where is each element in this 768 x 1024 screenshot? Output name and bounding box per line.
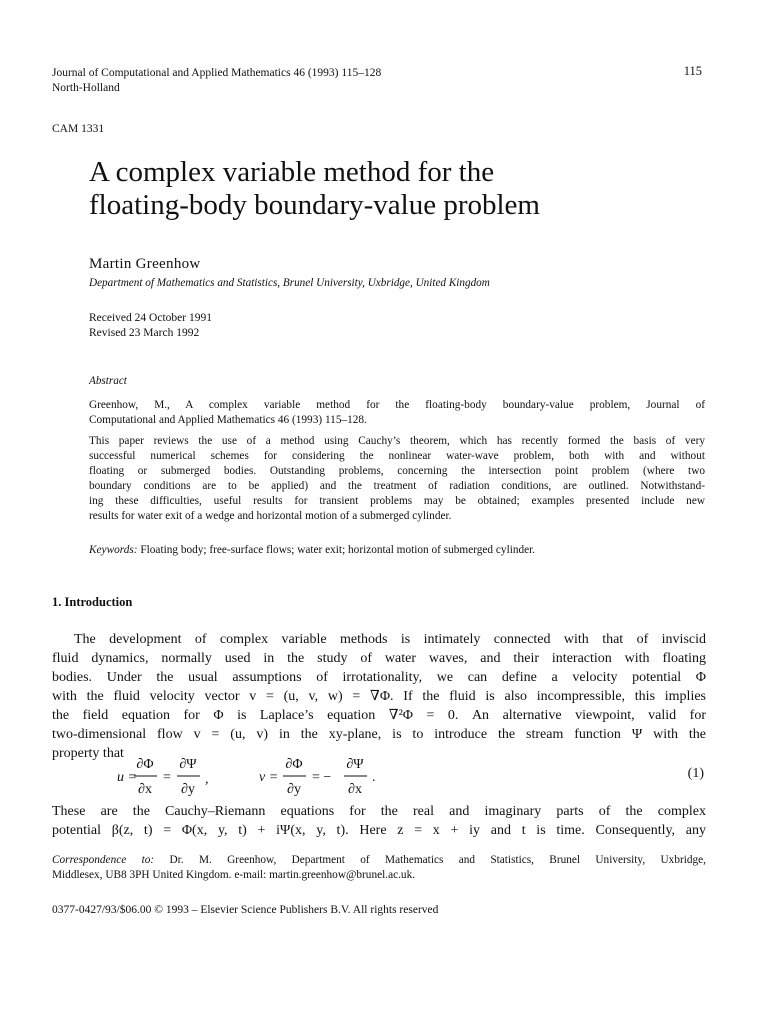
title-line: floating-body boundary-value problem [89,189,540,221]
abstract-line: ing these difficulties, useful results for transient problems may be obtained; examples presented include new [89,495,705,507]
copyright-footer: 0377-0427/93/$06.00 © 1993 – Elsevier Science Publishers B.V. All rights reserved [52,904,439,916]
correspondence-line: Middlesex, UB8 3PH United Kingdom. e-mail: martin.greenhow@brunel.ac.uk. [52,869,416,881]
abstract-citation [89,398,705,428]
citation-line: Computational and Applied Mathematics 46 (1993) 115–128. [89,414,367,426]
body-line: bodies. Under the usual assumptions of irrotationality, we can define a velocity potential Φ [52,670,706,685]
journal-citation: Journal of Computational and Applied Mathematics 46 (1993) 115–128 [52,67,382,79]
received-date: Received 24 October 1991 [89,312,212,324]
eq-den: ∂x [138,782,152,797]
keywords-text: Floating body; free-surface flows; water exit; horizontal motion of submerged cylinder. [140,544,536,556]
eq-lhs-u: u = [117,770,137,785]
abstract-line: This paper reviews the use of a method using Cauchy’s theorem, which has recently formed the basis of very [89,435,705,447]
eq-den: ∂x [348,782,362,797]
journal-header [52,66,381,96]
page-number: 115 [683,64,702,78]
eq-num: ∂Φ [136,757,154,772]
body-paragraph [52,802,706,840]
body-line: The development of complex variable methods is intimately connected with that of inviscid [74,632,706,647]
abstract-body [89,434,705,524]
eq-num: ∂Φ [285,757,303,772]
eq-lhs-v: v = [259,770,279,785]
eq-equals-minus: = − [312,770,332,785]
eq-den: ∂y [287,782,301,797]
intro-paragraph [52,630,706,763]
body-line: potential β(z, t) = Φ(x, y, t) + iΨ(x, y, t). Here z = x + iy and t is time. Consequently, any [52,823,706,838]
body-line: These are the Cauchy–Riemann equations for the real and imaginary parts of the complex [52,804,706,819]
affiliation: Department of Mathematics and Statistics, Brunel University, Uxbridge, United Kingdom [89,277,490,289]
publisher: North-Holland [52,82,120,94]
revised-date: Revised 23 March 1992 [89,327,200,339]
body-line: two-dimensional flow v = (u, v) in the xy-plane, is to introduce the stream function Ψ with the [52,727,706,742]
abstract-line: boundary conditions are to be applied) and the treatment of radiation conditions, are outlined. Notwithstand- [89,480,705,492]
eq-num: ∂Ψ [179,757,197,772]
keywords [89,543,705,558]
received-dates [89,311,212,341]
paper-title [89,156,729,222]
abstract-heading: Abstract [89,375,127,387]
eq-comma: , [205,772,209,787]
correspondence-text: Dr. M. Greenhow, Department of Mathematics and Statistics, Brunel University, Uxbridge, [169,854,706,866]
eq-num: ∂Ψ [346,757,364,772]
correspondence-note [52,853,706,883]
equation-number: (1) [687,766,704,781]
body-line: the field equation for Φ is Laplace’s equation ∇²Φ = 0. An alternative viewpoint, valid for [52,708,706,723]
keywords-label: Keywords: [89,544,138,556]
equation-1 [0,755,768,799]
body-line: fluid dynamics, normally used in the study of water waves, and their interaction with floating [52,651,706,666]
article-id: CAM 1331 [52,123,105,135]
body-line: with the fluid velocity vector v = (u, v, w) = ∇Φ. If the fluid is also incompressible, this implies [52,689,706,704]
body-line: property that [52,746,124,761]
abstract-line: floating or submerged bodies. Outstanding problems, concerning the intersection point problem (where two [89,465,705,477]
correspondence-line [52,853,706,868]
abstract-line: results for water exit of a wedge and horizontal motion of a submerged cylinder. [89,510,452,522]
eq-den: ∂y [181,782,195,797]
eq-period: . [372,770,376,785]
citation-line: Greenhow, M., A complex variable method for the floating-body boundary-value problem, Journal of [89,399,705,411]
author-name: Martin Greenhow [89,256,201,272]
eq-equals: = [163,770,171,785]
title-line: A complex variable method for the [89,156,495,188]
abstract-line: successful numerical schemes for considering the nonlinear water-wave problem, both with and without [89,450,705,462]
section-heading: 1. Introduction [52,595,133,609]
correspondence-label: Correspondence to: [52,854,155,866]
